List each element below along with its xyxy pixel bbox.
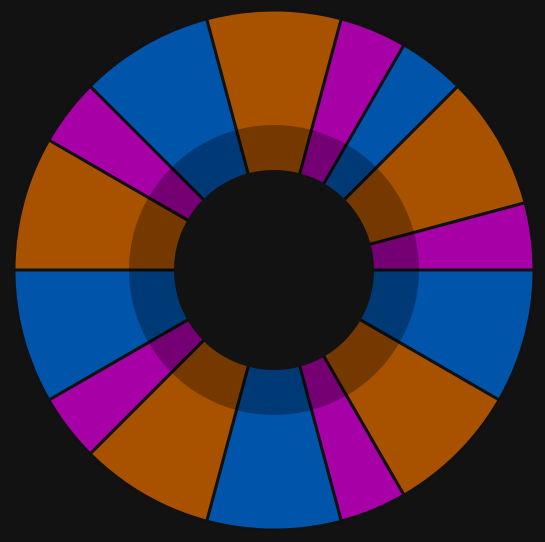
wheel-hub[interactable] <box>174 170 374 370</box>
